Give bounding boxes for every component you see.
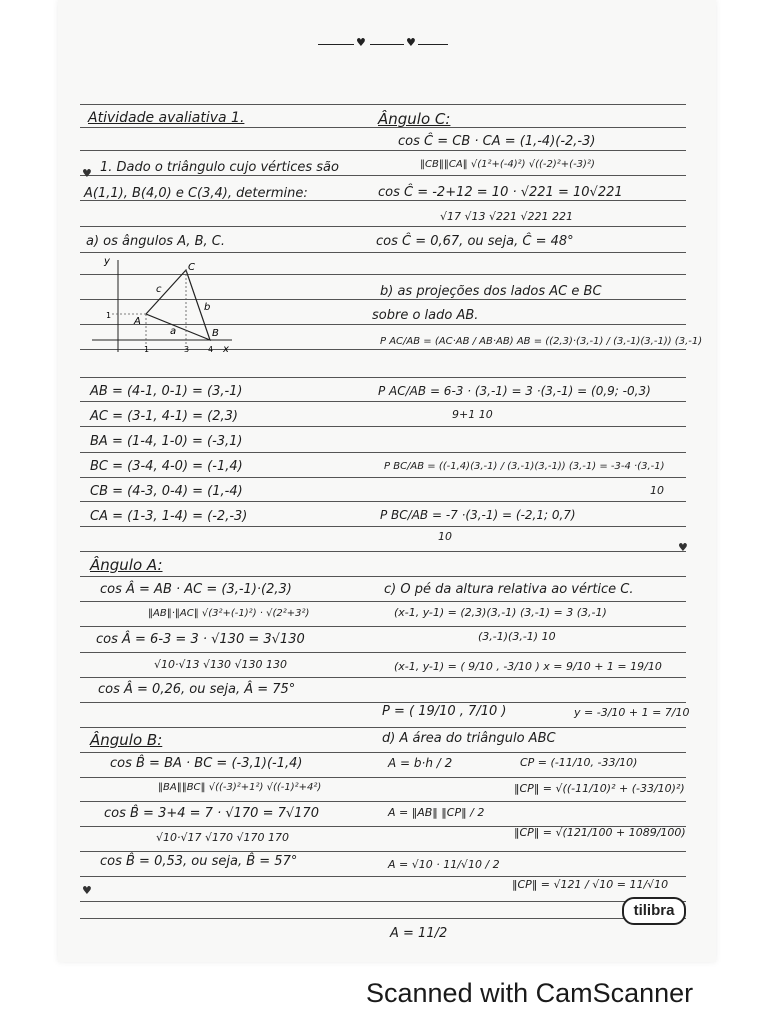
angle-a-line: cos Â = AB · AC = (3,-1)·(2,3) — [100, 582, 292, 597]
question-1-vertices: A(1,1), B(4,0) e C(3,4), determine: — [84, 186, 308, 201]
part-c-y-value: y = -3/10 + 1 = 7/10 — [574, 706, 690, 719]
norm-cp: ‖CP‖ = √((-11/10)² + (-33/10)²) — [514, 782, 685, 795]
angle-b-line: cos B̂ = 3+4 = 7 · √170 = 7√170 — [104, 806, 319, 821]
area-formula-3: A = √10 · 11/√10 / 2 — [388, 858, 500, 871]
ruled-line — [80, 477, 686, 478]
ruled-line — [80, 626, 686, 627]
ruled-line — [80, 501, 686, 502]
vector-bc: BC = (3-4, 4-0) = (-1,4) — [90, 459, 243, 474]
angle-c-result: cos Ĉ = 0,67, ou seja, Ĉ = 48° — [376, 234, 574, 249]
part-c-line: (x-1, y-1) = (2,3)(3,-1) (3,-1) = 3 (3,-1) — [394, 606, 607, 619]
vector-cp: CP = (-11/10, -33/10) — [520, 756, 638, 769]
vector-ca: CA = (1-3, 1-4) = (-2,-3) — [90, 509, 248, 524]
part-c-label: c) O pé da altura relativa ao vértice C. — [384, 582, 634, 597]
heart-icon: ♥ — [82, 167, 92, 180]
part-b-label-cont: sobre o lado AB. — [372, 308, 479, 323]
ruled-line — [80, 901, 686, 902]
top-heart-divider — [318, 36, 448, 52]
angle-a-line: ‖AB‖·‖AC‖ √(3²+(-1)²) · √(2²+3²) — [148, 608, 310, 619]
ruled-line — [80, 752, 686, 753]
x-label: x — [223, 344, 229, 355]
angle-b-heading: Ângulo B: — [90, 731, 163, 749]
angle-c-line: √17 √13 √221 √221 221 — [440, 210, 574, 223]
ruled-line — [80, 601, 686, 602]
angle-c-line: cos Ĉ = CB · CA = (1,-4)(-2,-3) — [398, 134, 596, 149]
ruled-line — [80, 677, 686, 678]
angle-b-line: cos B̂ = BA · BC = (-3,1)(-1,4) — [110, 756, 303, 771]
angle-c-line: ‖CB‖‖CA‖ √(1²+(-4)²) √((-2)²+(-3)²) — [420, 159, 595, 170]
side-c-label: c — [156, 284, 162, 295]
vector-ac: AC = (3-1, 4-1) = (2,3) — [90, 409, 238, 424]
ruled-line — [80, 876, 686, 877]
heart-icon: ♥ — [678, 541, 688, 554]
y-label: y — [104, 256, 110, 267]
vertex-a-label: A — [134, 316, 141, 327]
triangle — [146, 270, 210, 340]
ruled-line — [80, 777, 686, 778]
ruled-line — [80, 175, 686, 176]
part-b-label: b) as projeções dos lados AC e BC — [380, 284, 602, 299]
camscanner-watermark: Scanned with CamScanner — [366, 978, 694, 1008]
page-title: Atividade avaliativa 1. — [88, 110, 245, 126]
norm-cp-3: ‖CP‖ = √121 / √10 = 11/√10 — [512, 878, 669, 891]
projection-bc-denominator: 10 — [438, 530, 452, 543]
ruled-line — [80, 426, 686, 427]
angle-a-line: √10·√13 √130 √130 130 — [154, 658, 288, 671]
side-a-label: a — [170, 326, 177, 337]
projection-ac-result: P AC/AB = 6-3 · (3,-1) = 3 ·(3,-1) = (0,9; -0,3) — [378, 384, 651, 398]
area-result: A = 11/2 — [390, 926, 448, 941]
ruled-line — [80, 104, 686, 105]
area-formula-2: A = ‖AB‖ ‖CP‖ / 2 — [388, 806, 485, 819]
ruled-line — [80, 452, 686, 453]
tick-label: 4 — [208, 345, 214, 354]
vector-ba: BA = (1-4, 1-0) = (-3,1) — [90, 434, 243, 449]
angle-c-line: cos Ĉ = -2+12 = 10 · √221 = 10√221 — [378, 185, 623, 200]
tilibra-logo: tilibra — [622, 897, 686, 925]
foot-point-p: P = ( 19/10 , 7/10 ) — [382, 704, 507, 719]
vector-cb: CB = (4-3, 0-4) = (1,-4) — [90, 484, 243, 499]
triangle-sketch — [86, 248, 236, 358]
part-d-label: d) A área do triângulo ABC — [382, 731, 556, 746]
vertex-c-label: C — [188, 262, 195, 273]
ruled-line — [80, 652, 686, 653]
ruled-line — [80, 851, 686, 852]
projection-bc-denominator: 10 — [650, 484, 664, 497]
heart-icon: ♥ — [356, 36, 366, 49]
angle-a-result: cos Â = 0,26, ou seja, Â = 75° — [98, 682, 296, 697]
part-a-label: a) os ângulos A, B, C. — [86, 234, 225, 249]
ruled-line — [80, 551, 686, 552]
vector-ab: AB = (4-1, 0-1) = (3,-1) — [90, 384, 243, 399]
ruled-line — [80, 526, 686, 527]
angle-b-line: ‖BA‖‖BC‖ √((-3)²+1²) √((-1)²+4²) — [158, 782, 322, 793]
norm-cp-2: ‖CP‖ = √(121/100 + 1089/100) — [514, 826, 686, 839]
projection-ac-denominator: 9+1 10 — [452, 408, 493, 421]
ruled-line — [80, 401, 686, 402]
ruled-line — [80, 226, 686, 227]
angle-b-line: √10·√17 √170 √170 170 — [156, 831, 290, 844]
angle-a-heading: Ângulo A: — [90, 556, 163, 574]
vertex-b-label: B — [212, 328, 219, 339]
side-b-label: b — [204, 302, 211, 313]
heart-icon: ♥ — [406, 36, 416, 49]
ruled-line — [80, 702, 686, 703]
tick-label: 1 — [144, 345, 150, 354]
ruled-line — [80, 150, 686, 151]
angle-a-line: cos Â = 6-3 = 3 · √130 = 3√130 — [96, 632, 305, 647]
ruled-line — [80, 918, 686, 919]
angle-c-heading: Ângulo C: — [378, 110, 451, 128]
projection-bc-result: P BC/AB = -7 ·(3,-1) = (-2,1; 0,7) — [380, 508, 576, 522]
projection-bc-formula: P BC/AB = ((-1,4)(3,-1) / (3,-1)(3,-1)) (3,-1) = -3-4 ·(3,-1) — [384, 461, 665, 472]
heart-icon: ♥ — [82, 884, 92, 897]
tick-label: 1 — [106, 311, 112, 320]
ruled-line — [80, 576, 686, 577]
tick-label: 3 — [184, 345, 190, 354]
angle-b-result: cos B̂ = 0,53, ou seja, B̂ = 57° — [100, 854, 298, 869]
area-formula: A = b·h / 2 — [388, 756, 453, 770]
projection-ac-formula: P AC/AB = (AC·AB / AB·AB) AB = ((2,3)·(3,-1) / (3,-1)(3,-1)) (3,-1) — [380, 336, 703, 347]
part-c-line: (x-1, y-1) = ( 9/10 , -3/10 ) x = 9/10 + 1 = 19/10 — [394, 660, 662, 673]
ruled-line — [80, 801, 686, 802]
question-1-statement: 1. Dado o triângulo cujo vértices são — [100, 160, 339, 175]
ruled-line — [80, 727, 686, 728]
ruled-line — [80, 377, 686, 378]
part-c-line: (3,-1)(3,-1) 10 — [478, 630, 556, 643]
